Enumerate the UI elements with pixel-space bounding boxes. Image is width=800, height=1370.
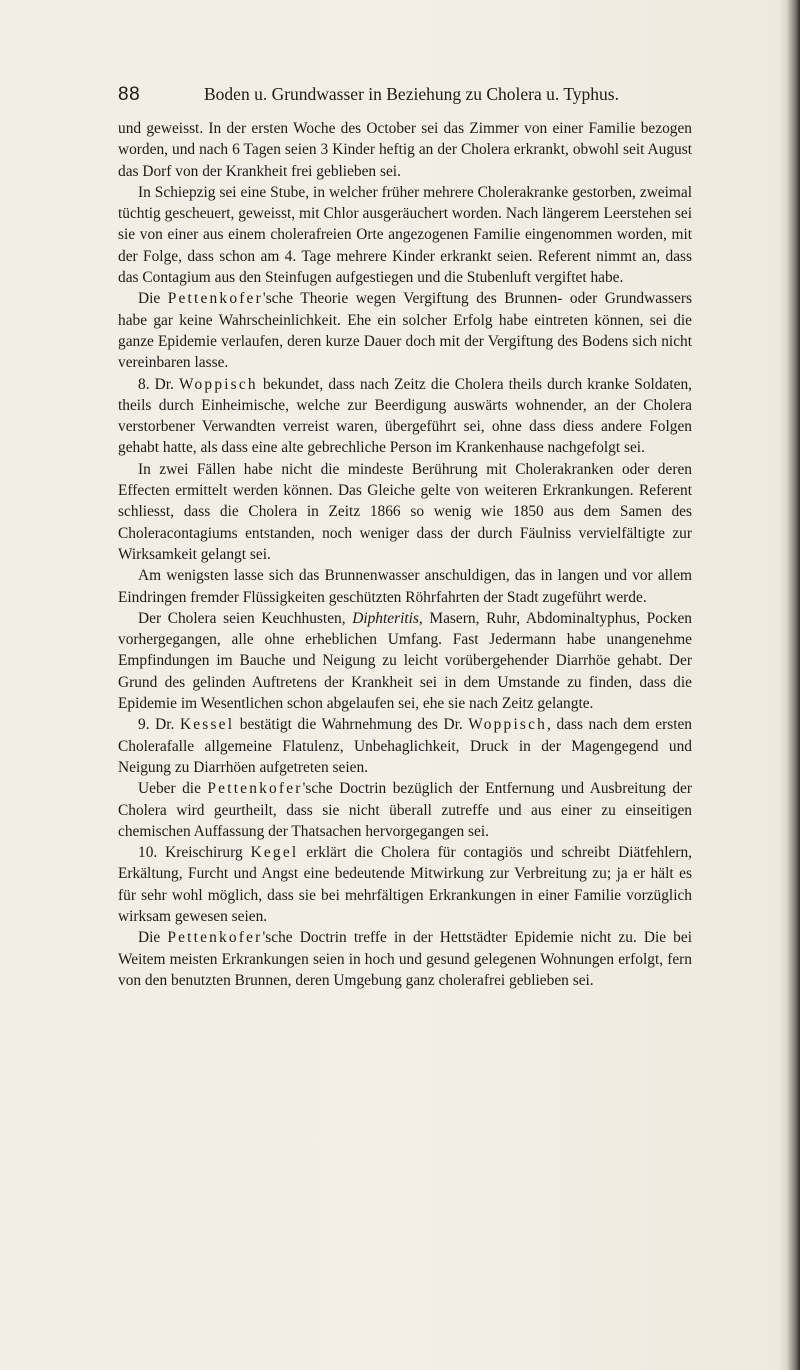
paragraph-5: In zwei Fällen habe nicht die mindeste Berührung mit Cholerakranken oder deren Effecten ermittelt werden können. Das Gleiche gelte von weiteren Erkrankungen. Referent schliesst, dass die Cholera in Zeitz 1866 so wenig wie 1850 aus dem Samen des Choleracontagiums entstanden, noch weniger dass der durch Fäulniss vervielfältigte zur Wirksamkeit gelangt sei. [118,460,692,563]
paragraph-8-lead: 9. Dr. [138,716,180,734]
body-text [118,118,692,991]
author-name-pettenkofer-3: Pettenkofer [167,929,263,947]
paragraph-1: und geweisst. In der ersten Woche des October sei das Zimmer von einer Familie bezogen worden, und nach 6 Tagen seien 3 Kinder heftig an der Cholera erkrankt, obwohl seit August das Dorf von der Krankheit frei geblieben sei. [118,120,692,180]
page-header [118,84,718,110]
paragraph-10-lead: 10. Kreischirurg [138,844,251,862]
paragraph-11 [118,927,692,991]
paragraph-8-rest: , dass nach dem ersten Cholerafalle allgemeine Flatulenz, Unbehaglichkeit, Druck in der Magengegend und Neigung zu Diarrhöen aufgetreten seien. [118,716,692,776]
paragraph-2: In Schiepzig sei eine Stube, in welcher früher mehrere Cholerakranke gestorben, zweimal tüchtig gescheuert, geweisst, mit Chlor ausgeräuchert worden. Nach längerem Leerstehen sei sie von einer aus einem cholerafreien Orte angezogenen Familie eingenommen worden, mit der Folge, dass schon am 4. Tage mehrere Kinder erkrankt seien. Referent nimmt an, dass das Contagium aus den Steinfugen aufgestiegen und die Stubenluft vergiftet habe. [118,183,692,287]
paragraph-10 [118,842,692,927]
paragraph-9 [118,778,692,842]
paragraph-3-lead: Die [138,290,168,308]
author-name-kegel: Kegel [250,844,299,862]
paragraph-7-rest: , Masern, Ruhr, Abdominaltyphus, Pocken vorhergegangen, alle ohne erheblichen Umfang. Fast Jedermann habe unangenehme Empfindungen im Bauche und Neigung zu leicht vorübergehender Diarrhöe gehabt. Der Grund des gelinden Auftretens der Krankheit sei in dem Umstande zu finden, dass die Epidemie im Wesentlichen schon abgelaufen sei, ehe sie nach Zeitz gelangte. [118,609,692,713]
author-name-pettenkofer: Pettenkofer [167,290,263,308]
paragraph-9-rest: 'sche Doctrin bezüglich der Entfernung und Ausbreitung der Cholera wird geurtheilt, dass sie nicht überall zutreffe und aus einer zu einseitigen chemischen Auffassung der Thatsachen hervorgegangen sei. [118,780,692,840]
author-name-pettenkofer-2: Pettenkofer [207,780,303,798]
paragraph-8-mid: bestätigt die Wahrnehmung des Dr. [234,716,469,734]
paragraph-8 [118,714,692,778]
paragraph-10-rest: erklärt die Cholera für contagiös und schreibt Diätfehlern, Erkältung, Furcht und Angst eine bedeutende Mitwirkung zur Verbreitung zu; ja er hält es für sehr wohl möglich, dass sie bei mehrfältigen Erkrankungen in einer Familie vorzüglich wirksam gewesen seien. [118,844,693,925]
term-diphteritis: Diphteritis [352,609,419,627]
paragraph-11-rest: 'sche Doctrin treffe in der Hettstädter Epidemie nicht zu. Die bei Weitem meisten Erkrankungen seien in hoch und gesund gelegenen Wohnungen erfolgt, fern von den benutzten Brunnen, deren Umgebung ganz cholerafrei geblieben sei. [118,929,692,989]
paragraph-9-lead: Ueber die [138,780,208,798]
paragraph-6: Am wenigsten lasse sich das Brunnenwasser anschuldigen, das in langen und vor allem Eindringen fremder Flüssigkeiten geschützten Röhrfahrten der Stadt zugeführt werde. [118,567,692,606]
paragraph-4-lead: 8. Dr. [138,375,180,393]
paragraph-3-rest: 'sche Theorie wegen Vergiftung des Brunnen- oder Grundwassers habe gar keine Wahrscheinlichkeit. Ehe ein solcher Erfolg habe eintreten können, sei die ganze Epidemie verlaufen, deren kurze Dauer doch mit der Vergiftung des Bodens sich nicht vereinbaren lasse. [118,290,692,372]
page-number: 88 [118,84,141,105]
running-head: Boden u. Grundwasser in Beziehung zu Cholera u. Typhus. [204,84,619,104]
paragraph-7-lead: Der Cholera seien Keuchhusten, [138,609,353,627]
author-name-kessel: Kessel [179,716,235,734]
author-name-woppisch: Woppisch [179,375,258,393]
page-edge-shadow [778,0,800,1370]
paragraph-4 [118,374,692,459]
paragraph-11-lead: Die [138,929,168,947]
author-name-woppisch-2: Woppisch [468,716,548,734]
paragraph-4-rest: bekundet, dass nach Zeitz die Cholera theils durch kranke Soldaten, theils durch Einheimische, welche zur Beerdigung auswärts wohnender, an der Cholera verstorbener Verwandten verreist waren, übergeführt sei, ohne dass diess andere Folgen gehabt hatte, als dass eine alte gebrechliche Person im Krankenhause nachgefolgt sei. [118,375,692,457]
paragraph-7 [118,608,692,714]
paragraph-3 [118,288,692,373]
